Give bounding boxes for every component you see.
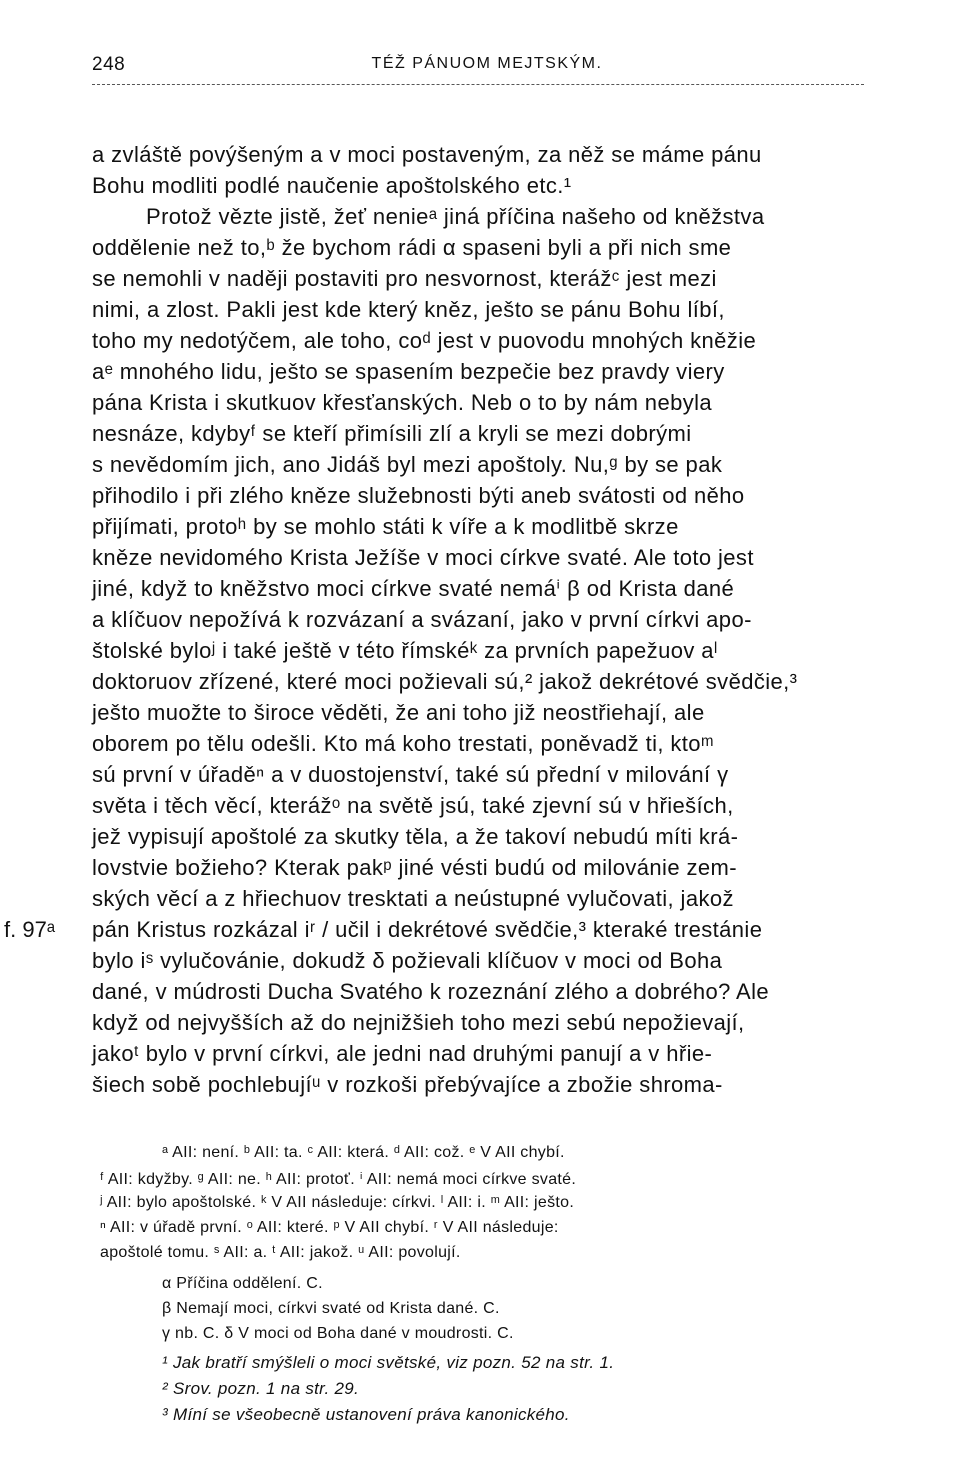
body-line: pán Kristus rozkázal iʳ / učil i dekrétové svědčie,³ kteraké trestánie bbox=[92, 917, 763, 942]
body-line: štolské byloʲ i také ještě v této římskéᵏ za prvních papežuov aˡ bbox=[92, 638, 718, 663]
body-line: sú první v úřaděⁿ a v duostojenství, také sú přední v milování γ bbox=[92, 762, 729, 787]
folio-margin-note: f. 97ᵃ bbox=[4, 917, 55, 942]
body-line: šiech sobě pochlebujíᵘ v rozkoši přebývajíce a zbožie shroma- bbox=[92, 1072, 723, 1097]
body-line: dané, v múdrosti Ducha Svatého k rozeznání zlého a dobrého? Ale bbox=[92, 979, 770, 1004]
body-line: pána Krista i skutkuov křesťanských. Neb o to by nám nebyla bbox=[92, 390, 713, 415]
body-line: s nevědomím jich, ano Jidáš byl mezi apoštoly. Nu,ᵍ by se pak bbox=[92, 452, 723, 477]
body-line: přihodilo i při zlého kněze služebnosti býti aneb svátosti od něho bbox=[92, 483, 745, 508]
body-line: přijímati, protoʰ by se mohlo státi k víře a k modlitbě skrze bbox=[92, 514, 679, 539]
body-line: aᵉ mnohého lidu, ješto se spasením bezpečie bez pravdy viery bbox=[92, 359, 725, 384]
body-line: ských věcí a z hřiechuov tresktati a neústupné vylučovati, jakož bbox=[92, 886, 734, 911]
body-line: lovstvie božieho? Kterak pakᵖ jiné vésti budú od milovánie zem- bbox=[92, 855, 737, 880]
page-header bbox=[92, 54, 882, 80]
body-line: světa i těch věcí, kterážᵒ na světě jsú, také zjevní sú v hřieších, bbox=[92, 793, 734, 818]
header-rule bbox=[92, 84, 864, 85]
page-number: 248 bbox=[92, 54, 126, 75]
body-line: Protož vězte jistě, žeť nenieᵃ jiná příčina našeho od kněžstva bbox=[146, 204, 765, 229]
body-line: oborem po tělu odešli. Kto má koho trestati, poněvadž ti, ktoᵐ bbox=[92, 731, 714, 756]
body-line: jiné, když to kněžstvo moci církve svaté nemáⁱ β od Krista dané bbox=[92, 576, 735, 601]
body-line: Bohu modliti podlé naučenie apoštolského etc.¹ bbox=[92, 173, 572, 198]
body-line: kněze nevidomého Krista Ježíše v moci církve svaté. Ale toto jest bbox=[92, 545, 754, 570]
body-line: bylo iˢ vylučovánie, dokudž δ požievali klíčuov v moci od Boha bbox=[92, 948, 723, 973]
body-line: oddělenie než to,ᵇ že bychom rádi α spaseni byli a při nich sme bbox=[92, 235, 732, 260]
body-line: když od nejvyšších až do nejnižšieh toho mezi sebú nepožievají, bbox=[92, 1010, 745, 1035]
body-line: a klíčuov nepožívá k rozvázaní a svázaní, jako v první církvi apo- bbox=[92, 607, 752, 632]
body-line: a zvláště povýšeným a v moci postaveným, za něž se máme pánu bbox=[92, 142, 762, 167]
body-line: toho my nedotýčem, ale toho, coᵈ jest v puovodu mnohých kněžie bbox=[92, 328, 757, 353]
body-line: nesnáze, kdybyᶠ se kteří přimísili zlí a kryli se mezi dobrými bbox=[92, 421, 692, 446]
footnote-numbered: ² Srov. pozn. 1 na str. 29. bbox=[162, 1379, 360, 1398]
footnote-variant: ʲ AII: bylo apoštolské. ᵏ V AII následuje: církvi. ˡ AII: i. ᵐ AII: ješto. bbox=[100, 1194, 575, 1211]
body-line: jež vypisují apoštolé za skutky těla, a že takoví nebudú míti krá- bbox=[92, 824, 739, 849]
footnote-gloss: β Nemají moci, církvi svaté od Krista dané. C. bbox=[162, 1300, 500, 1317]
footnote-numbered: ¹ Jak bratří smýšleli o moci světské, viz pozn. 52 na str. 1. bbox=[162, 1353, 615, 1372]
body-line: nimi, a zlost. Pakli jest kde který kněz, ješto se pánu Bohu líbí, bbox=[92, 297, 725, 322]
body-line: ješto muožte to široce věděti, že ani toho již neostřiehají, ale bbox=[92, 700, 705, 725]
footnote-variant: ⁿ AII: v úřadě první. ᵒ AII: které. ᵖ V AII chybí. ʳ V AII následuje: bbox=[100, 1219, 559, 1236]
body-line: se nemohli v naději postaviti pro nesvornost, kterážᶜ jest mezi bbox=[92, 266, 717, 291]
footnote-numbered: ³ Míní se všeobecně ustanovení práva kanonického. bbox=[162, 1405, 570, 1424]
footnote-gloss: γ nb. C. δ V moci od Boha dané v moudrosti. C. bbox=[162, 1325, 514, 1342]
footnote-variant: ᶠ AII: kdyžby. ᵍ AII: ne. ʰ AII: protoť. ⁱ AII: nemá moci církve svaté. bbox=[100, 1171, 577, 1188]
footnote-gloss: α Příčina oddělení. C. bbox=[162, 1275, 323, 1292]
running-title: TÉŽ PÁNUOM MEJTSKÝM. bbox=[371, 55, 603, 72]
footnote-variant: apoštolé tomu. ˢ AII: a. ᵗ AII: jakož. ᵘ AII: povolují. bbox=[100, 1244, 461, 1261]
body-line: doktoruov zřízené, které moci požievali sú,² jakož dekrétové svědčie,³ bbox=[92, 669, 798, 694]
body-line: jakoᵗ bylo v první církvi, ale jedni nad druhými panují a v hřie- bbox=[92, 1041, 713, 1066]
footnote-variant: ᵃ AII: není. ᵇ AII: ta. ᶜ AII: která. ᵈ AII: což. ᵉ V AII chybí. bbox=[162, 1144, 565, 1161]
